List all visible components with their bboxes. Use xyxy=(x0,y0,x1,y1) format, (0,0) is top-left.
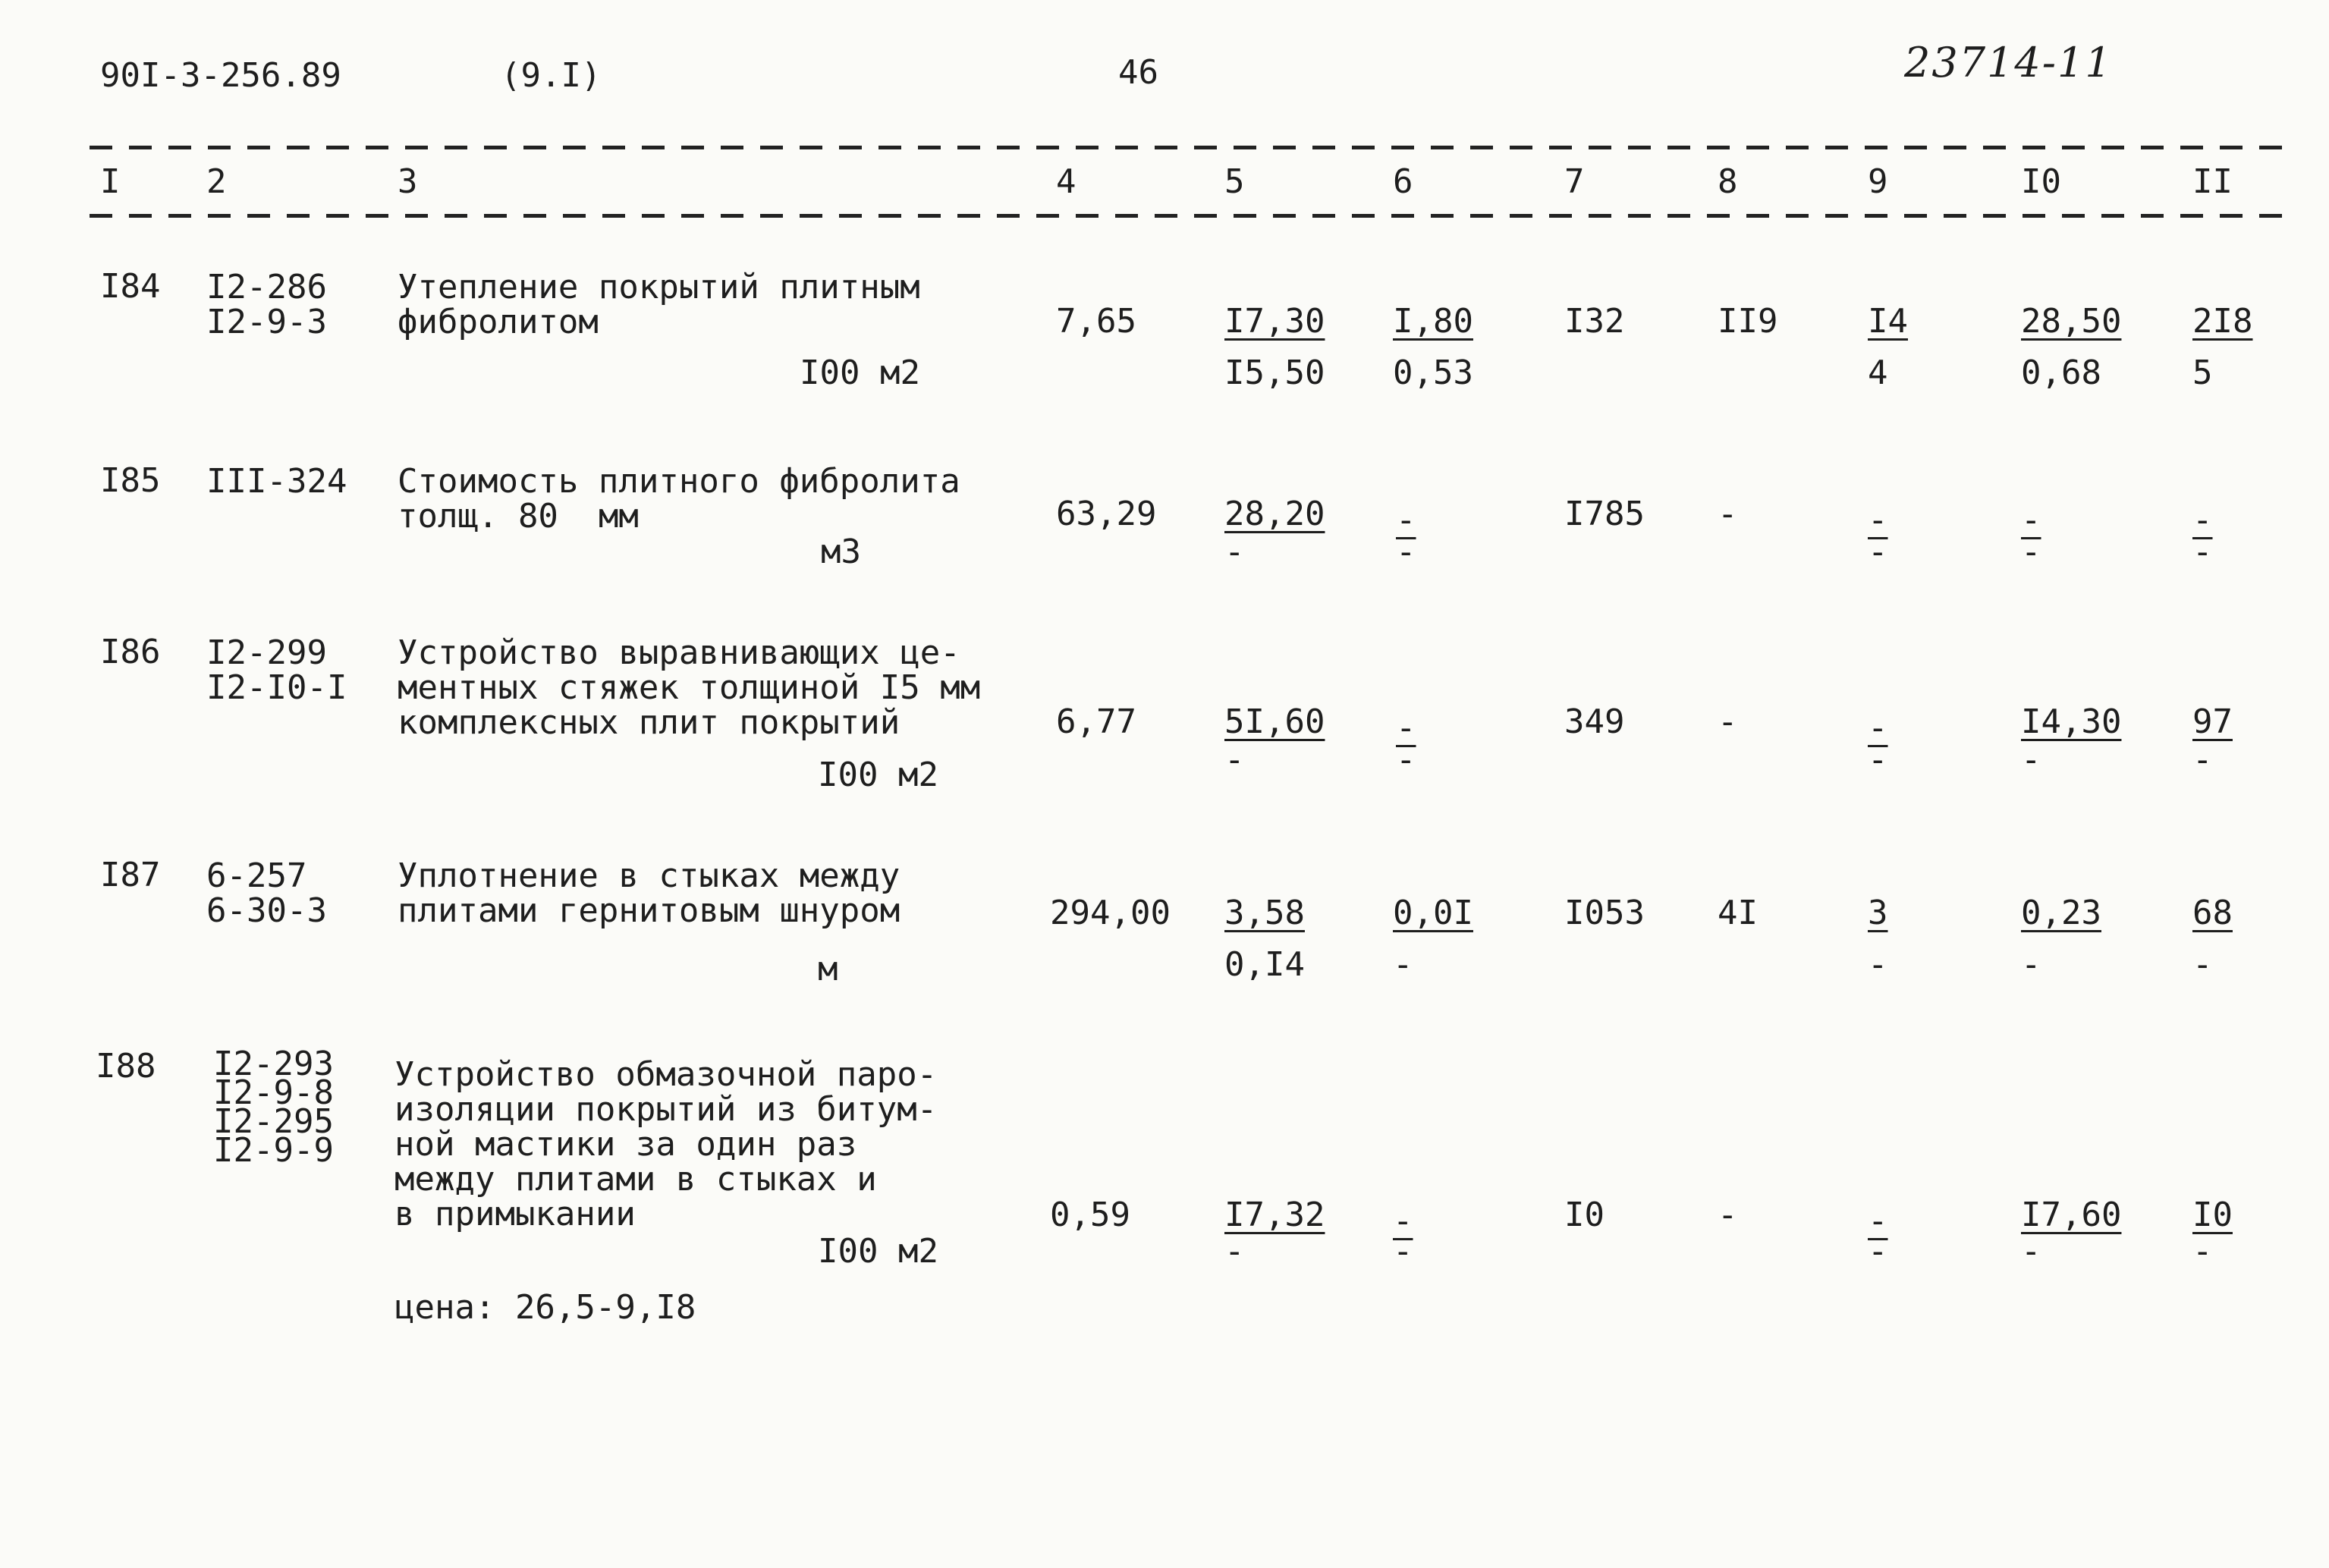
row-description: Устройство обмазочной паро- изоляции покрытий из битум- ной мастики за один раз между плитами в стыках и в примыкании xyxy=(394,1055,938,1233)
cell-10-bottom: - xyxy=(2021,1232,2041,1271)
cell-10-top: - xyxy=(2021,501,2041,539)
col-header-9: 9 xyxy=(1868,162,1888,201)
cell-5-bottom: - xyxy=(1224,1232,1245,1271)
cell-8: II9 xyxy=(1718,302,1778,341)
cell-5-top: 3,58 xyxy=(1224,894,1305,932)
cell-5-top: I7,32 xyxy=(1224,1196,1325,1234)
cell-5-bottom: 0,I4 xyxy=(1224,945,1305,984)
row-number: I85 xyxy=(100,461,161,500)
price-note: цена: 26,5-9,I8 xyxy=(394,1288,696,1327)
col-header-4: 4 xyxy=(1056,162,1076,201)
cell-9-bottom: - xyxy=(1868,1232,1888,1271)
row-refs: I2-293 I2-9-8 I2-295 I2-9-9 xyxy=(213,1045,334,1170)
cell-8: 4I xyxy=(1718,894,1758,932)
header-rule-bottom xyxy=(90,214,2282,218)
cell-9-bottom: 4 xyxy=(1868,354,1888,392)
cell-10-top: I4,30 xyxy=(2021,702,2122,741)
cell-10-bottom: - xyxy=(2021,740,2041,779)
cell-9-bottom: - xyxy=(1868,740,1888,779)
cell-8: - xyxy=(1718,1196,1738,1234)
cell-7: 349 xyxy=(1564,702,1625,741)
row-number: I84 xyxy=(100,267,161,306)
cell-9-bottom: - xyxy=(1868,533,1888,571)
col-header-5: 5 xyxy=(1224,162,1245,201)
row-description: Уплотнение в стыках между плитами гернитовым шнуром xyxy=(398,856,900,930)
cell-6-top: - xyxy=(1393,1202,1413,1240)
row-refs: 6-257 6-30-3 xyxy=(206,856,327,930)
row-unit: м xyxy=(818,950,838,988)
cell-9-top: - xyxy=(1868,709,1888,747)
inventory-stamp: 23714-11 xyxy=(1904,39,2113,86)
cell-5-top: 28,20 xyxy=(1224,495,1325,533)
cell-10-bottom: - xyxy=(2021,533,2041,571)
page-number: 46 xyxy=(1118,53,1158,92)
cell-11-bottom: - xyxy=(2192,740,2213,779)
cell-8: - xyxy=(1718,702,1738,741)
cell-5-bottom: - xyxy=(1224,740,1245,779)
cell-7: I32 xyxy=(1564,302,1625,341)
cell-6-bottom: - xyxy=(1393,945,1413,984)
cell-5-bottom: I5,50 xyxy=(1224,354,1325,392)
cell-4: 0,59 xyxy=(1050,1196,1130,1234)
cell-11-bottom: - xyxy=(2192,1232,2213,1271)
cell-7: I053 xyxy=(1564,894,1645,932)
row-number: I87 xyxy=(100,856,161,894)
row-unit: м3 xyxy=(821,533,861,571)
row-unit: I00 м2 xyxy=(800,354,920,392)
row-number: I86 xyxy=(100,633,161,671)
cell-11-bottom: - xyxy=(2192,533,2213,571)
cell-6-bottom: 0,53 xyxy=(1393,354,1473,392)
cell-10-top: 28,50 xyxy=(2021,302,2122,341)
col-header-3: 3 xyxy=(398,162,418,201)
cell-6-bottom: - xyxy=(1393,1232,1413,1271)
cell-10-bottom: - xyxy=(2021,945,2041,984)
row-refs: III-324 xyxy=(206,462,347,501)
row-refs: I2-286 I2-9-3 xyxy=(206,268,327,341)
cell-11-top: - xyxy=(2192,501,2213,539)
cell-4: 294,00 xyxy=(1050,894,1171,932)
cell-11-top: 2I8 xyxy=(2192,302,2253,341)
document-code: 90I-3-256.89 xyxy=(100,56,341,95)
col-header-1: I xyxy=(100,162,121,201)
cell-11-bottom: - xyxy=(2192,945,2213,984)
cell-6-top: I,80 xyxy=(1393,302,1473,341)
cell-5-top: 5I,60 xyxy=(1224,702,1325,741)
section-number: (9.I) xyxy=(501,56,602,95)
cell-5-top: I7,30 xyxy=(1224,302,1325,341)
cell-5-bottom: - xyxy=(1224,533,1245,571)
cell-11-top: I0 xyxy=(2192,1196,2233,1234)
row-unit: I00 м2 xyxy=(818,756,938,794)
cell-9-bottom: - xyxy=(1868,945,1888,984)
col-header-10: I0 xyxy=(2021,162,2061,201)
cell-4: 6,77 xyxy=(1056,702,1136,741)
cell-6-top: - xyxy=(1396,709,1416,747)
cell-6-bottom: - xyxy=(1396,533,1416,571)
col-header-11: II xyxy=(2192,162,2233,201)
cell-10-top: 0,23 xyxy=(2021,894,2101,932)
col-header-2: 2 xyxy=(206,162,227,201)
col-header-6: 6 xyxy=(1393,162,1413,201)
cell-6-bottom: - xyxy=(1396,740,1416,779)
row-description: Стоимость плитного фибролита толщ. 80 мм xyxy=(398,462,960,536)
cell-4: 63,29 xyxy=(1056,495,1157,533)
cell-11-top: 97 xyxy=(2192,702,2233,741)
row-number: I88 xyxy=(96,1047,156,1086)
row-description: Утепление покрытий плитным фибролитом xyxy=(398,268,920,341)
cell-11-bottom: 5 xyxy=(2192,354,2213,392)
cell-9-top: I4 xyxy=(1868,302,1908,341)
col-header-8: 8 xyxy=(1718,162,1738,201)
row-description: Устройство выравнивающих це- ментных стяжек толщиной I5 мм комплексных плит покрытий xyxy=(398,633,981,742)
cell-8: - xyxy=(1718,495,1738,533)
row-unit: I00 м2 xyxy=(818,1232,938,1271)
cell-4: 7,65 xyxy=(1056,302,1136,341)
cell-10-bottom: 0,68 xyxy=(2021,354,2101,392)
cell-9-top: - xyxy=(1868,1202,1888,1240)
cell-6-top: - xyxy=(1396,501,1416,539)
header-rule-top xyxy=(90,146,2282,149)
cell-11-top: 68 xyxy=(2192,894,2233,932)
cell-9-top: - xyxy=(1868,501,1888,539)
cell-6-top: 0,0I xyxy=(1393,894,1473,932)
cell-10-top: I7,60 xyxy=(2021,1196,2122,1234)
row-refs: I2-299 I2-I0-I xyxy=(206,633,347,707)
col-header-7: 7 xyxy=(1564,162,1585,201)
cell-7: I785 xyxy=(1564,495,1645,533)
cell-7: I0 xyxy=(1564,1196,1605,1234)
cell-9-top: 3 xyxy=(1868,894,1888,932)
